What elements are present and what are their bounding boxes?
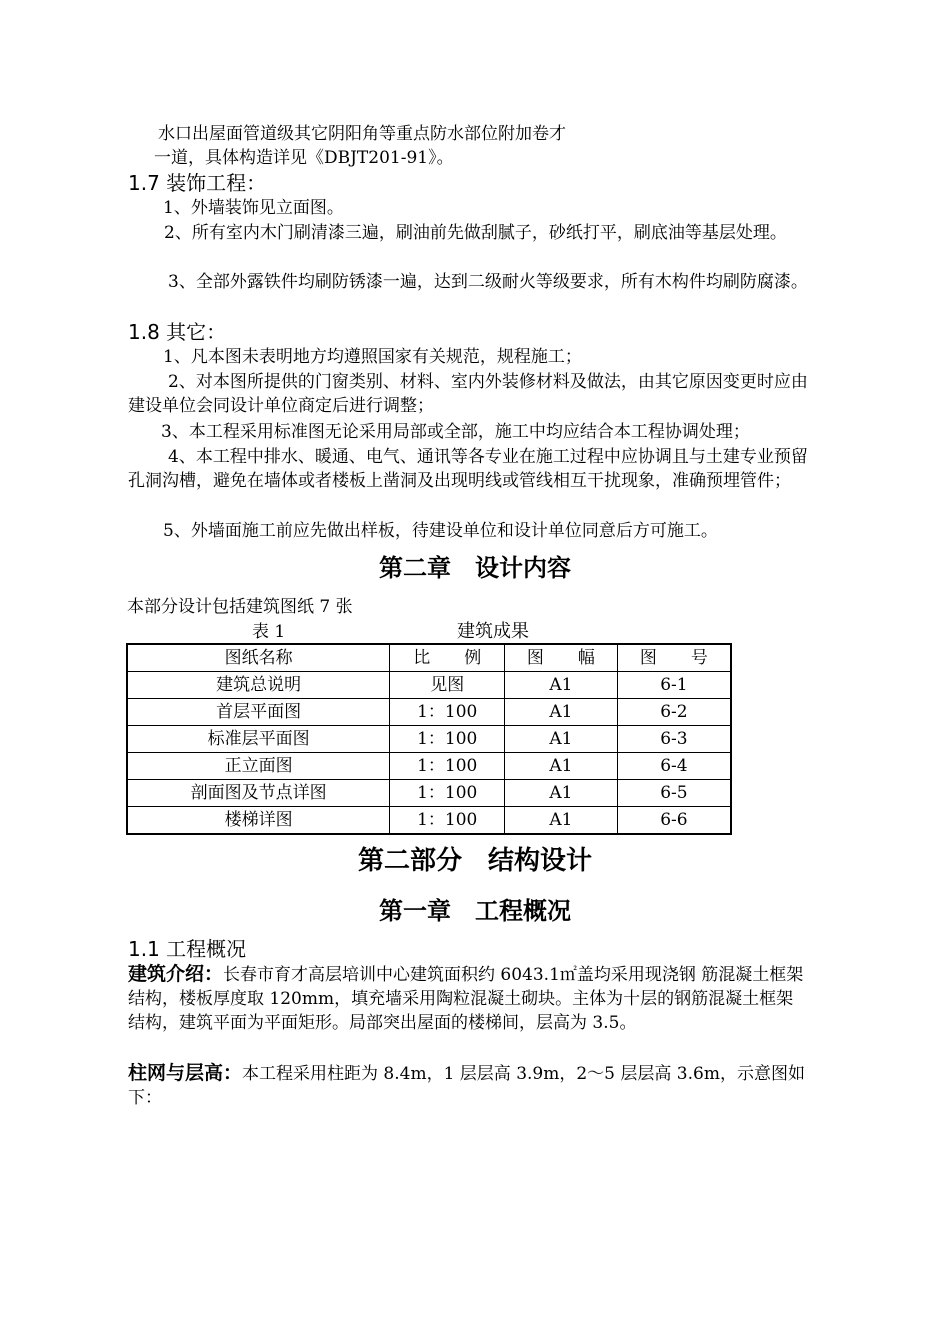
list-item: 3、本工程采用标准图无论采用局部或全部，施工中均应结合本工程协调处理；	[161, 422, 750, 442]
table-cell: 1：100	[390, 699, 505, 726]
table-cell: A1	[505, 807, 618, 835]
column-header: 图纸名称	[127, 644, 390, 672]
table-row	[127, 780, 731, 807]
chapter-title: 第二章 设计内容	[379, 554, 571, 582]
paragraph-line: 水口出屋面管道级其它阴阳角等重点防水部位附加卷才	[158, 124, 566, 144]
part-title: 第二部分 结构设计	[357, 846, 592, 876]
table-row	[127, 753, 731, 780]
chapter-intro: 本部分设计包括建筑图纸 7 张	[127, 597, 353, 617]
table-cell: 正立面图	[127, 753, 390, 780]
table-cell: 建筑总说明	[127, 672, 390, 699]
list-item: 4、本工程中排水、暖通、电气、通讯等各专业在施工过程中应协调且与土建专业预留孔洞沟槽，避免在墙体或者楼板上凿洞及出现明线或管线相互干扰现象，准确预埋管件；	[128, 447, 808, 491]
list-item: 1、外墙装饰见立面图。	[163, 198, 344, 218]
table-cell: 见图	[390, 672, 505, 699]
list-item: 2、所有室内木门刷清漆三遍，刷油前先做刮腻子，砂纸打平，刷底油等基层处理。	[164, 223, 787, 243]
building-intro-paragraph	[128, 962, 810, 1035]
building-intro-text: 长春市育才高层培训中心建筑面积约 6043.1㎡盖均采用现浇钢 筋混凝土框架结构，楼板厚度取 120mm，填充墙采用陶粒混凝土砌块。主体为十层的钢筋混凝土框架结构，建筑平面为平面矩形。局部突出屋面的楼梯间，层高为 3.5。	[128, 965, 804, 1033]
table-cell: A1	[505, 672, 618, 699]
table-cell: 1：100	[390, 753, 505, 780]
table-label: 表 1	[252, 622, 286, 642]
table-cell: 6-2	[617, 699, 731, 726]
building-intro-lead: 建筑介绍：	[128, 963, 224, 985]
chapter-title: 第一章 工程概况	[379, 897, 571, 925]
table-header-row	[127, 644, 731, 672]
column-header: 图 号	[617, 644, 731, 672]
table-caption: 建筑成果	[457, 621, 529, 642]
table-cell: 1：100	[390, 807, 505, 835]
table-cell: 6-1	[617, 672, 731, 699]
table-cell: 6-4	[617, 753, 731, 780]
list-item: 2、对本图所提供的门窗类别、材料、室内外装修材料及做法，由其它原因变更时应由建设单位会同设计单位商定后进行调整；	[128, 372, 808, 416]
drawings-table	[126, 643, 732, 835]
table-row	[127, 699, 731, 726]
table-cell: A1	[505, 726, 618, 753]
table-cell: 剖面图及节点详图	[127, 780, 390, 807]
table-cell: 楼梯详图	[127, 807, 390, 835]
section-heading-1-1: 1.1 工程概况	[128, 937, 247, 961]
list-item: 1、凡本图未表明地方均遵照国家有关规范，规程施工；	[163, 347, 582, 367]
table-cell: A1	[505, 753, 618, 780]
section-heading-1-7: 1.7 装饰工程：	[128, 171, 267, 195]
paragraph-line: 一道，具体构造详见《DBJT201-91》。	[154, 148, 454, 168]
table-row	[127, 726, 731, 753]
table-cell: 6-5	[617, 780, 731, 807]
table-cell: 6-6	[617, 807, 731, 835]
table-cell: 1：100	[390, 780, 505, 807]
list-item: 5、外墙面施工前应先做出样板，待建设单位和设计单位同意后方可施工。	[163, 521, 718, 541]
table-cell: 1：100	[390, 726, 505, 753]
section-heading-1-8: 1.8 其它：	[128, 320, 227, 344]
table-cell: A1	[505, 780, 618, 807]
column-header: 图 幅	[505, 644, 618, 672]
table-cell: 6-3	[617, 726, 731, 753]
table-cell: 首层平面图	[127, 699, 390, 726]
column-grid-paragraph	[128, 1061, 810, 1110]
table-cell: A1	[505, 699, 618, 726]
table-row	[127, 672, 731, 699]
column-grid-text: 本工程采用柱距为 8.4m，1 层层高 3.9m，2～5 层层高 3.6m，示意图如下：	[128, 1064, 805, 1108]
table-cell: 标准层平面图	[127, 726, 390, 753]
column-grid-lead: 柱网与层高：	[128, 1062, 243, 1084]
list-item: 3、全部外露铁件均刷防锈漆一遍，达到二级耐火等级要求，所有木构件均刷防腐漆。	[168, 272, 808, 292]
column-header: 比 例	[390, 644, 505, 672]
table-row	[127, 807, 731, 835]
